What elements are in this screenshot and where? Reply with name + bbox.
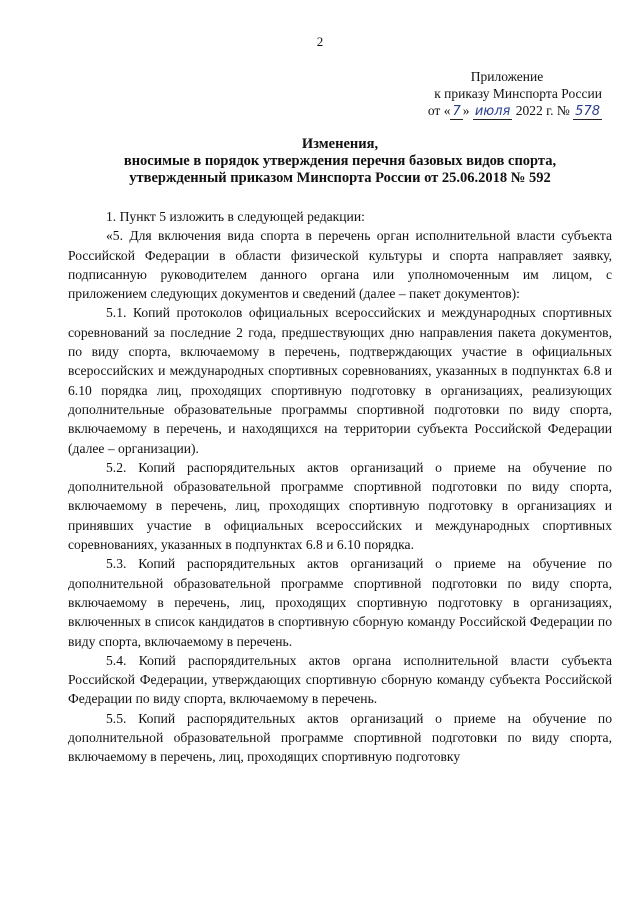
paragraph-5-3: 5.3. Копий распорядительных актов организаций о приеме на обучение по дополнительной образовательной программе спортивной подготовки по виду спорта, включаемому в перечень, лиц, проходящих спортивную подготовку в организациях, включенных в список кандидатов в спортивную сборную команду Российской Федерации по виду спорта, включаемому в перечень. <box>68 556 612 649</box>
appendix-header <box>372 68 602 120</box>
document-body <box>68 207 612 767</box>
page-number: 2 <box>316 34 324 49</box>
document-title <box>60 136 620 187</box>
paragraph-5: «5. Для включения вида спорта в перечень орган исполнительной власти субъекта Российской Федерации в области физической культуры и спорта направляет заявку, подписанную руководителем данного органа или уполномоченным им лицом, с приложением следующих документов и сведений (далее – пакет документов): <box>68 228 612 302</box>
paragraph-5-4: 5.4. Копий распорядительных актов органа исполнительной власти субъекта Российской Федерации, утверждающих спортивную сборную команду субъекта Российской Федерации по виду спорта, включаемому в перечень. <box>68 652 612 707</box>
paragraph-5-5: 5.5. Копий распорядительных актов организаций о приеме на обучение по дополнительной образовательной программе спортивной подготовки по виду спорта, включаемому в перечень, лиц, проходящих спортивную подготовку <box>68 710 612 765</box>
handwritten-number: 578 <box>575 104 600 119</box>
title-line-2: вносимые в порядок утверждения перечня базовых видов спорта, <box>123 153 557 169</box>
appendix-date-line <box>372 102 602 120</box>
appendix-order-ref: к приказу Минспорта России <box>434 86 602 101</box>
paragraph-5-2: 5.2. Копий распорядительных актов организаций о приеме на обучение по дополнительной образовательной программе спортивной подготовки по виду спорта, включаемому в перечень, лиц, проходящих спортивную подготовку в организациях и принявших участие в официальных всероссийских и международных спортивных соревнованиях, указанных в подпунктах 6.8 и 6.10 порядка. <box>68 459 612 553</box>
date-mid: » <box>462 103 470 118</box>
title-line-3: утвержденный приказом Минспорта России от 25.06.2018 № 592 <box>129 170 551 186</box>
date-prefix: от « <box>427 103 451 118</box>
handwritten-month: июля <box>474 104 511 119</box>
paragraph-1: 1. Пункт 5 изложить в следующей редакции: <box>106 209 365 224</box>
handwritten-day: 7 <box>452 104 461 119</box>
date-year: 2022 г. № <box>515 103 570 118</box>
title-line-1: Изменения, <box>301 136 379 152</box>
appendix-title: Приложение <box>470 69 544 84</box>
paragraph-5-1: 5.1. Копий протоколов официальных всероссийских и международных спортивных соревнований за последние 2 года, предшествующих дню направления пакета документов, по виду спорта, включаемому в перечень, подтверждающих участие в официальных всероссийских и международных спортивных соревнованиях, указанных в подпунктах 6.8 и 6.10 порядка лиц, проходящих спортивную подготовку в организациях, реализующих дополнительные образовательные программы спортивной подготовки по виду спорта, включаемому в перечень, и находящихся на территории субъекта Российской Федерации (далее – организации). <box>68 305 612 456</box>
